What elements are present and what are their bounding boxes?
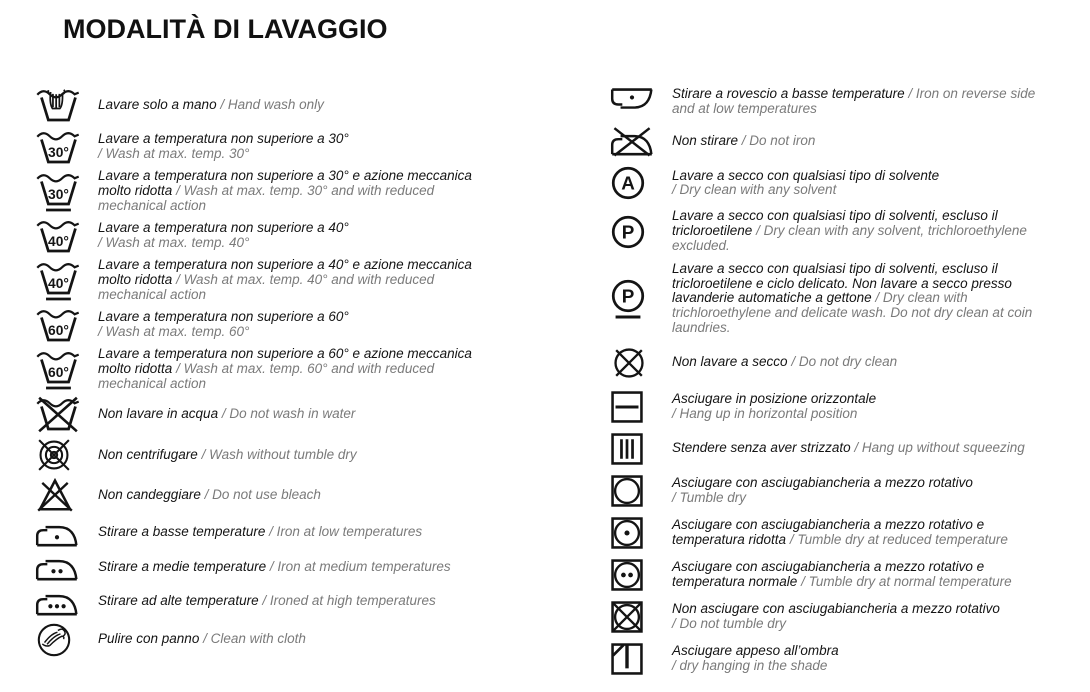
care-label — [672, 560, 1052, 590]
label-italian: Stirare ad alte temperature — [98, 593, 259, 609]
label-italian: Non candeggiare — [98, 487, 201, 503]
label-english: / Dry clean with any solvent — [672, 182, 837, 198]
care-label — [672, 476, 1052, 506]
no-bleach-icon — [35, 477, 98, 513]
care-label — [672, 87, 1052, 117]
svg-text:60°: 60° — [48, 365, 69, 381]
care-label — [98, 132, 493, 162]
label-english: / Tumble dry — [672, 489, 747, 505]
care-label — [98, 310, 493, 340]
care-label — [98, 594, 493, 609]
wash-40-reduced-icon — [35, 259, 98, 301]
tumble-dry-normal-icon — [610, 558, 672, 592]
label-italian: Lavare a secco con qualsiasi tipo di solventi, escluso il tricloroetilene — [672, 208, 998, 239]
care-label — [672, 209, 1052, 253]
label-english: / Dry clean with any solvent, trichloroethylene excluded. — [672, 223, 1027, 253]
label-english: / Do not wash in water — [221, 405, 356, 421]
care-item — [35, 217, 493, 256]
wash-60-reduced-icon — [35, 348, 98, 390]
label-english: / Iron at medium temperatures — [269, 558, 451, 574]
label-italian: Lavare a secco con qualsiasi tipo di solventi, escluso il tricloroetilene e ciclo delicato. Non lavare a secco presso lavanderie automatiche a gettone — [672, 260, 1012, 306]
care-label — [98, 448, 493, 463]
care-item — [35, 477, 493, 513]
care-item — [35, 436, 493, 474]
label-english: / Do not tumble dry — [672, 615, 787, 631]
care-label — [98, 407, 493, 422]
care-item — [610, 344, 1052, 382]
label-english: / Wash at max. temp. 40° — [98, 234, 250, 250]
dry-clean-p-icon — [610, 214, 672, 250]
shade-dry-icon — [610, 642, 672, 676]
label-italian: Lavare a temperatura non superiore a 60° — [98, 309, 349, 325]
tumble-dry-reduced-icon — [610, 516, 672, 550]
label-english: / Dry clean with trichloroethylene and delicate wash. Do not dry clean at coin laundries. — [672, 290, 1033, 335]
label-english: / Do not dry clean — [791, 354, 898, 370]
care-label — [98, 98, 493, 113]
label-italian: Asciugare con asciugabiancheria a mezzo rotativo — [672, 474, 973, 490]
label-italian: Lavare a secco con qualsiasi tipo di solvente — [672, 167, 940, 183]
label-italian: Pulire con panno — [98, 631, 200, 647]
svg-text:40°: 40° — [48, 276, 69, 292]
label-english: / Do not use bleach — [204, 487, 321, 503]
label-italian: Non centrifugare — [98, 446, 198, 462]
care-column-right — [610, 86, 1052, 676]
care-label — [98, 258, 493, 302]
wash-60-icon — [35, 306, 98, 345]
label-italian: Lavare a temperatura non superiore a 40° e azione meccanica molto ridotta — [98, 257, 472, 288]
label-italian: Lavare a temperatura non superiore a 30° — [98, 131, 349, 147]
care-label — [672, 169, 1052, 199]
care-item — [610, 432, 1052, 466]
care-item — [35, 347, 493, 391]
no-water-wash-icon — [35, 395, 98, 434]
iron-medium-icon — [35, 551, 98, 583]
care-label — [672, 644, 1052, 674]
label-english: / Wash at max. temp. 40° and with reduced mechanical action — [98, 272, 435, 302]
dry-clean-a-icon — [610, 165, 672, 201]
care-item — [35, 306, 493, 345]
care-label — [672, 134, 1052, 149]
svg-text:P: P — [621, 220, 635, 242]
label-english: / Do not iron — [741, 133, 816, 149]
label-english: / Wash without tumble dry — [201, 446, 357, 462]
no-dry-clean-icon — [610, 344, 672, 382]
care-item — [610, 516, 1052, 550]
care-label — [98, 525, 493, 540]
care-item — [610, 558, 1052, 592]
label-italian: Stirare a basse temperature — [98, 524, 266, 540]
care-label — [98, 560, 493, 575]
tumble-dry-icon — [610, 474, 672, 508]
label-italian: Stendere senza aver strizzato — [672, 440, 851, 456]
care-item — [35, 586, 493, 618]
label-english: / Clean with cloth — [203, 631, 306, 647]
wash-30-reduced-icon — [35, 170, 98, 212]
care-item — [35, 128, 493, 167]
care-item — [35, 169, 493, 213]
label-italian: Asciugare in posizione orizzontale — [672, 390, 877, 406]
care-item — [610, 642, 1052, 676]
no-spin-icon — [35, 436, 98, 474]
label-english: / Wash at max. temp. 30° — [98, 145, 250, 161]
svg-text:A: A — [621, 172, 635, 194]
care-item — [610, 165, 1052, 201]
care-item — [610, 390, 1052, 424]
label-english: / dry hanging in the shade — [672, 657, 828, 673]
label-italian: Non lavare a secco — [672, 354, 788, 370]
label-italian: Asciugare appeso all’ombra — [672, 642, 839, 658]
label-italian: Non lavare in acqua — [98, 405, 219, 421]
label-english: / Tumble dry at reduced temperature — [789, 531, 1008, 547]
label-english: / Hang up in horizontal position — [672, 405, 858, 421]
svg-text:P: P — [621, 285, 635, 307]
care-label — [98, 632, 493, 647]
care-item — [35, 86, 493, 125]
label-english: / Wash at max. temp. 30° and with reduced mechanical action — [98, 183, 435, 213]
care-label — [672, 392, 1052, 422]
label-italian: Lavare solo a mano — [98, 96, 217, 112]
svg-text:60°: 60° — [48, 322, 69, 338]
label-italian: Lavare a temperatura non superiore a 40° — [98, 220, 349, 236]
care-column-left — [35, 86, 493, 659]
care-item — [610, 86, 1052, 118]
label-english: / Wash at max. temp. 60° and with reduced mechanical action — [98, 361, 435, 391]
svg-text:40°: 40° — [48, 233, 69, 249]
label-english: / Tumble dry at normal temperature — [801, 573, 1012, 589]
care-label — [672, 262, 1052, 336]
care-label — [98, 221, 493, 251]
iron-low-icon — [35, 517, 98, 549]
label-english: / Hand wash only — [220, 96, 324, 112]
wash-30-icon — [35, 128, 98, 167]
care-item — [35, 621, 493, 659]
care-item — [35, 517, 493, 549]
iron-high-icon — [35, 586, 98, 618]
dry-horizontal-icon — [610, 390, 672, 424]
label-english: / Iron at low temperatures — [269, 524, 423, 540]
label-italian: Non stirare — [672, 133, 739, 149]
label-italian: Lavare a temperatura non superiore a 30° e azione meccanica molto ridotta — [98, 168, 472, 199]
iron-reverse-icon — [610, 86, 672, 118]
clean-cloth-icon — [35, 621, 98, 659]
label-italian: Lavare a temperatura non superiore a 60° e azione meccanica molto ridotta — [98, 346, 472, 377]
care-label — [672, 355, 1052, 370]
svg-text:30°: 30° — [48, 144, 69, 160]
wash-40-icon — [35, 217, 98, 256]
care-item — [610, 209, 1052, 253]
care-label — [672, 441, 1052, 456]
label-english: / Ironed at high temperatures — [262, 593, 436, 609]
care-item — [35, 395, 493, 434]
svg-text:30°: 30° — [48, 187, 69, 203]
care-label — [98, 169, 493, 213]
label-english: / Wash at max. temp. 60° — [98, 323, 250, 339]
care-item — [610, 126, 1052, 158]
hand-wash-icon — [35, 86, 98, 125]
care-item — [610, 262, 1052, 336]
no-tumble-dry-icon — [610, 600, 672, 634]
label-italian: Stirare a medie temperature — [98, 558, 267, 574]
label-italian: Asciugare con asciugabiancheria a mezzo rotativo e temperatura ridotta — [672, 516, 985, 547]
care-label — [98, 347, 493, 391]
page-title: MODALITÀ DI LAVAGGIO — [63, 14, 388, 44]
label-italian: Stirare a rovescio a basse temperature — [672, 86, 905, 102]
care-label — [672, 518, 1052, 548]
label-italian: Asciugare con asciugabiancheria a mezzo rotativo e temperatura normale — [672, 558, 985, 589]
no-iron-icon — [610, 126, 672, 158]
label-english: / Iron on reverse side and at low temperatures — [672, 86, 1036, 116]
label-italian: Non asciugare con asciugabiancheria a mezzo rotativo — [672, 600, 1000, 616]
dry-clean-p-delicate-icon — [610, 278, 672, 320]
care-item — [35, 551, 493, 583]
drip-dry-icon — [610, 432, 672, 466]
label-english: / Hang up without squeezing — [854, 440, 1025, 456]
care-item — [610, 600, 1052, 634]
care-label — [98, 488, 493, 503]
care-item — [35, 258, 493, 302]
care-item — [610, 474, 1052, 508]
care-label — [672, 602, 1052, 632]
